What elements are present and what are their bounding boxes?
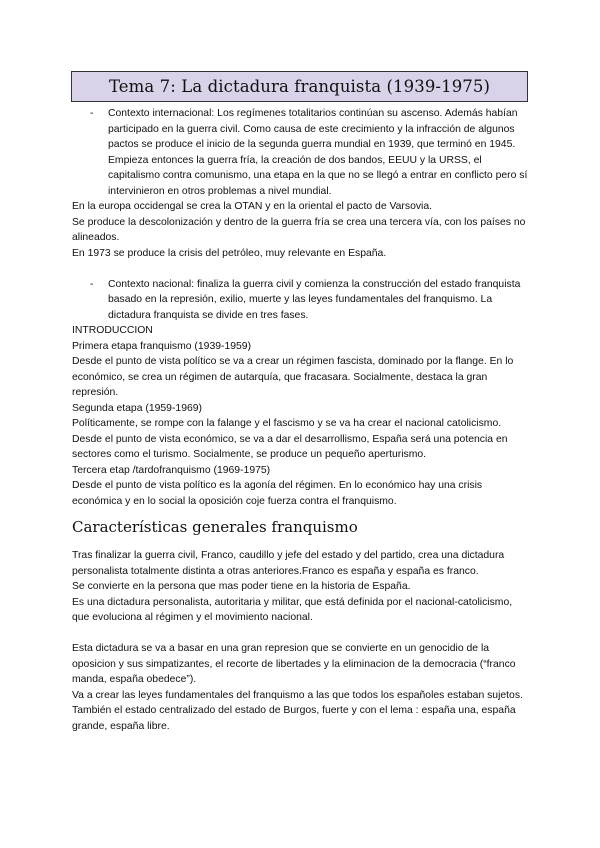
paragraph-represion: Esta dictadura se va a basar en una gran represion que se convierte en un genocidio de la oposicion y sus simpatizantes, el recorte de libertades y la eliminacion de la democracia (“franco manda, españa obedece”). [72, 643, 516, 685]
etapa3-text: Desde el punto de vista político es la agonía del régimen. En lo económico hay una crisis económica y en lo social la oposición coje fuerza contra el franquismo. [72, 480, 483, 507]
paragraph-poder: Se convierte en la persona que mas poder tiene en la historia de España. [72, 581, 411, 592]
paragraph-leyes-fundamentales: Va a crear las leyes fundamentales del franquismo a las que todos los españoles estaban sujetos. También el estado centralizado del estado de Burgos, fuerte y con el lema : españa una, españa grande, españa libre. [72, 689, 523, 732]
contexto-internacional-text: Contexto internacional: Los regímenes totalitarios continúan su ascenso. Además habían participado en la guerra civil. Como causa de este crecimiento y la infracción de algunos pactos se produce el inicio de la segunda guerra mundial en 1939, que terminó en 1945. Empieza entonces la guerra fría, la creación de dos bandos, EEUU y la URSS, el capitalismo contra comunismo, una etapa en la que no se llegó a entrar en conflicto pero sí intervinieron en otros problemas a nivel mundial. [108, 108, 528, 197]
caracteristicas-section [72, 548, 532, 734]
paragraph-tras-finalizar: Tras finalizar la guerra civil, Franco, caudillo y jefe del estado y del partido, crea una dictadura personalista totalmente distinta a otras anteriores.Franco es españa y españa es franco. [72, 550, 505, 577]
paragraph-crisis-petroleo: En 1973 se produce la crisis del petróleo, muy relevante en España. [72, 247, 387, 259]
spacer [72, 626, 532, 642]
title-box [71, 71, 528, 102]
paragraph-otan: En la europa occidengal se crea la OTAN y en la oriental el pacto de Varsovia. [72, 201, 433, 212]
etapa1-text: Desde el punto de vista político se va a crear un régimen fascista, dominado por la flange. En lo económico, se crea un régimen de autarquía, que fracasara. Socialmente, destaca la gran represión. [72, 356, 514, 398]
etapa3-heading: Tercera etap /tardofranquismo (1969-1975) [72, 464, 271, 476]
etapa2-heading: Segunda etapa (1959-1969) [72, 402, 202, 414]
page-title: Tema 7: La dictadura franquista (1939-1975) [108, 77, 491, 96]
paragraph-dictadura-personalista: Es una dictadura personalista, autoritaria y militar, que está definida por el nacional-catolicismo, que evoluciona al régimen y el movimiento nacional. [72, 596, 513, 623]
bullet-contexto-nacional [72, 277, 532, 324]
introduccion-heading: INTRODUCCION [72, 325, 153, 336]
spacer [72, 261, 532, 277]
bullet-dash: - [90, 108, 94, 119]
etapa2-text: Políticamente, se rompe con la falange y el fascismo y se va ha crear el nacional catolicismo. Desde el punto de vista económico, se va a dar el desarrollismo, España será una potencia en sectores como el turismo. Socialmente, se produce un pequeño aperturismo. [72, 418, 508, 460]
intro-section [72, 106, 532, 509]
section-heading-caracteristicas: Características generales franquismo [72, 518, 358, 536]
contexto-nacional-text: Contexto nacional: finaliza la guerra civil y comienza la construcción del estado franquista basado en la represión, exilio, muerte y las leyes fundamentales del franquismo. La dictadura franquista se divide en tres fases. [108, 278, 521, 321]
paragraph-descolonizacion: Se produce la descolonización y dentro de la guerra fría se crea una tercera vía, con los países no alineados. [72, 216, 526, 243]
etapa1-heading: Primera etapa franquismo (1939-1959) [72, 340, 252, 352]
bullet-contexto-internacional [72, 106, 532, 199]
bullet-dash: - [90, 278, 94, 290]
